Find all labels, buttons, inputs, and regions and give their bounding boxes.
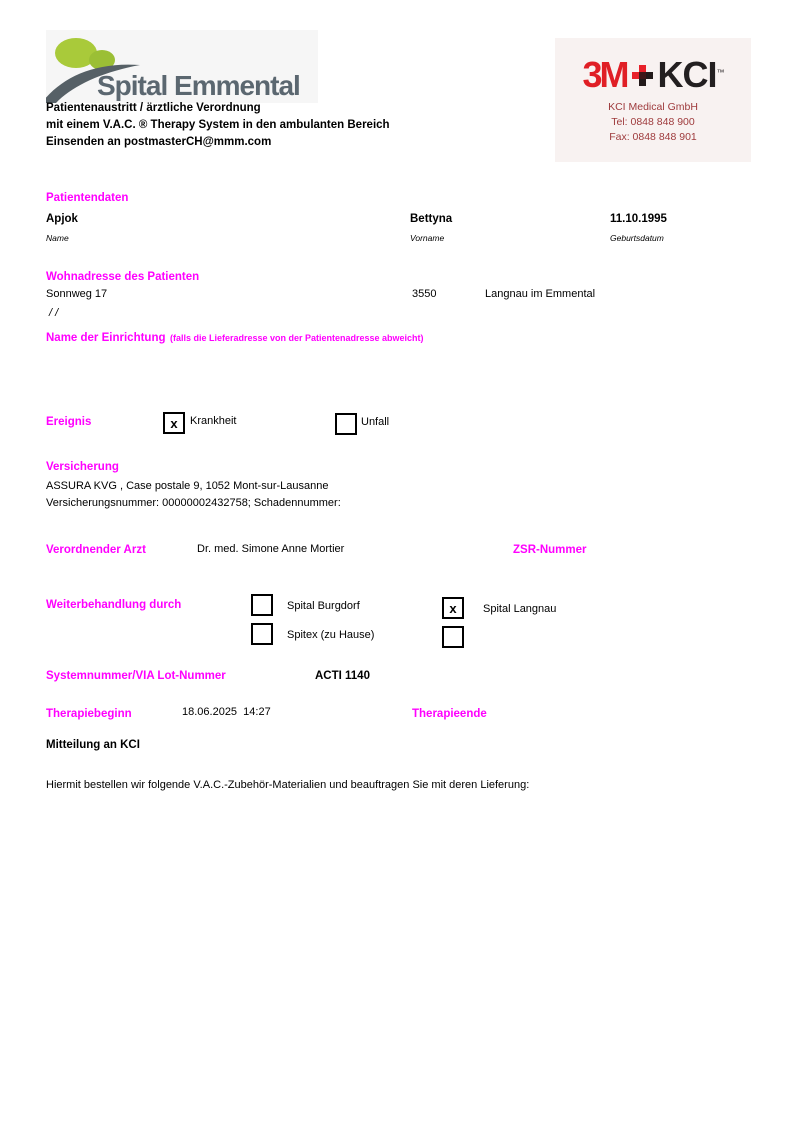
adresse-plz: 3550 — [412, 288, 437, 300]
label-unfall: Unfall — [361, 416, 390, 428]
label-spitex: Spitex (zu Hause) — [287, 629, 375, 641]
section-heading-wohnadresse: Wohnadresse des Patienten — [46, 271, 200, 283]
patient-vorname-value: Bettyna — [410, 213, 453, 225]
checkbox-spital-langnau[interactable] — [442, 597, 464, 619]
patient-name-label: Name — [46, 233, 69, 243]
label-spital-langnau: Spital Langnau — [483, 603, 557, 615]
bestellung-text: Hiermit bestellen wir folgende V.A.C.-Zubehör-Materialien und beauftragen Sie mit deren Lieferung: — [46, 779, 530, 791]
kci-brand — [555, 54, 751, 95]
section-heading-zsr-nummer: ZSR-Nummer — [513, 544, 587, 556]
checkbox-spital-burgdorf[interactable] — [251, 594, 273, 616]
section-heading-therapieende: Therapieende — [412, 708, 487, 720]
patient-geburtsdatum-label: Geburtsdatum — [610, 233, 664, 243]
section-heading-ereignis: Ereignis — [46, 416, 92, 428]
patient-vorname-label: Vorname — [410, 233, 445, 243]
einrichtung-note: (falls die Lieferadresse von der Patientenadresse abweicht) — [169, 333, 424, 343]
kci-logo: KCI™ — [657, 54, 724, 95]
section-heading-weiterbehandlung: Weiterbehandlung durch — [46, 599, 182, 611]
hospital-name: Spital Emmental — [97, 70, 300, 101]
adresse-strasse: Sonnweg 17 — [46, 288, 108, 300]
checkbox-unfall[interactable] — [335, 413, 357, 435]
label-spital-burgdorf: Spital Burgdorf — [287, 600, 360, 612]
einrichtung-heading: Name der Einrichtung — [46, 332, 166, 344]
checkbox-krankheit[interactable] — [163, 412, 185, 434]
checkbox-spital-langnau-mark: x — [449, 600, 457, 616]
kci-logo-box — [555, 38, 751, 162]
title-line-1: Patientenaustritt / ärztliche Verordnung — [46, 102, 261, 114]
section-heading-systemnummer: Systemnummer/VIA Lot-Nummer — [46, 670, 226, 682]
checkbox-spitex[interactable] — [251, 623, 273, 645]
section-heading-therapiebeginn: Therapiebeginn — [46, 708, 132, 720]
therapiebeginn-value: 18.06.2025 14:27 — [182, 706, 271, 718]
trademark-symbol: ™ — [716, 68, 724, 77]
section-heading-patientendaten: Patientendaten — [46, 192, 129, 204]
kci-tel: Tel: 0848 848 900 — [611, 116, 695, 128]
section-heading-einrichtung — [46, 328, 424, 346]
kci-company: KCI Medical GmbH — [608, 101, 698, 113]
title-line-2: mit einem V.A.C. ® Therapy System in den ambulanten Bereich — [46, 119, 390, 131]
versicherung-line1: ASSURA KVG , Case postale 9, 1052 Mont-sur-Lausanne — [46, 480, 329, 492]
patient-name-value: Apjok — [46, 213, 78, 225]
patient-geburtsdatum-value: 11.10.1995 — [610, 213, 667, 225]
adresse-slashes: / / — [49, 307, 59, 319]
section-heading-arzt: Verordnender Arzt — [46, 544, 146, 556]
section-heading-mitteilung: Mitteilung an KCI — [46, 739, 140, 751]
medical-cross-icon — [632, 65, 653, 86]
document-title — [46, 100, 390, 151]
threem-logo: 3M — [582, 54, 627, 95]
title-line-3: Einsenden an postmasterCH@mmm.com — [46, 136, 272, 148]
section-heading-versicherung: Versicherung — [46, 461, 119, 473]
checkbox-weiterbehandlung-empty[interactable] — [442, 626, 464, 648]
hospital-logo — [46, 30, 318, 103]
adresse-ort: Langnau im Emmental — [485, 288, 596, 300]
systemnummer-value: ACTI 1140 — [315, 670, 370, 682]
label-krankheit: Krankheit — [190, 415, 237, 427]
kci-fax: Fax: 0848 848 901 — [609, 131, 697, 143]
arzt-value: Dr. med. Simone Anne Mortier — [197, 543, 345, 555]
versicherung-line2: Versicherungsnummer: 00000002432758; Schadennummer: — [46, 497, 341, 509]
checkbox-krankheit-mark: x — [170, 415, 178, 431]
